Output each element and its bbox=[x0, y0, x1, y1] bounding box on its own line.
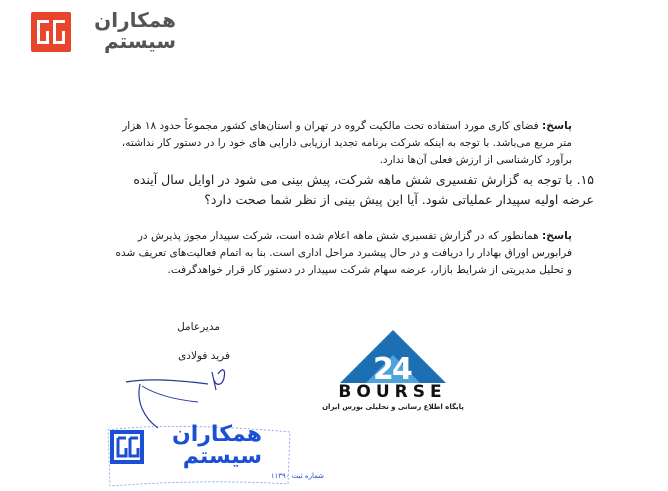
answer-1-text: فضای کاری مورد استفاده تحت مالکیت گروه در تهران و استان‌های کشور مجموعاً حدود ۱۸ هزار متر مربع می‌باشد. با توجه به اینکه شرکت برنامه تجدید ارزیابی دارایی های خود را در دستور کار نداشته، برآورد کارشناسی از ارزش فعلی آن‌ها ندارد. bbox=[121, 120, 572, 166]
question-15-text: با توجه به گزارش تفسیری شش ماهه شرکت، پیش بینی می شود در اوایل سال آینده عرضه اولیه سپیدار عملیاتی شود. آیا این پیش بینی از نظر شما صحت دارد؟ bbox=[133, 172, 594, 207]
company-logo-text bbox=[86, 10, 176, 52]
question-15 bbox=[112, 170, 594, 210]
answer-1 bbox=[112, 118, 572, 169]
signoff-name: فرید فولادی bbox=[178, 350, 230, 362]
company-name-line1: همکاران bbox=[94, 8, 176, 32]
answer-1-label: پاسخ: bbox=[542, 120, 572, 132]
company-name-line2: سیستم bbox=[103, 29, 176, 53]
answer-2-text: همانطور که در گزارش تفسیری شش ماهه اعلام شده است، شرکت سپیدار مجوز پذیرش در فرابورس اوراق بهادار را دریافت و در حال پیشبرد مراحل اداری است. بنا به اتمام فعالیت‌های تعریف شده و تحلیل مدیریتی از شرایط بازار، عرضه سهام شرکت سپیدار در دستور کار قرار خواهدگرفت. bbox=[115, 230, 572, 276]
svg-text:4: 4 bbox=[392, 352, 413, 387]
stamp-line1: همکاران bbox=[171, 422, 262, 447]
answer-2 bbox=[112, 228, 572, 279]
company-stamp bbox=[104, 420, 324, 490]
stamp-line2: سیستم bbox=[182, 444, 262, 469]
bourse-tagline: پایگاه اطلاع رسانی و تحلیلی بورس ایران bbox=[322, 403, 464, 411]
stamp-registration: شماره ثبت ۱۱۳۹۰ bbox=[270, 472, 324, 480]
answer-2-label: پاسخ: bbox=[542, 230, 572, 242]
bourse-wordmark: BOURSE bbox=[338, 382, 447, 402]
company-logo-mark bbox=[31, 12, 71, 52]
signoff-title: مدیرعامل bbox=[177, 321, 220, 333]
svg-text:2: 2 bbox=[373, 352, 394, 387]
question-15-number: ۱۵. bbox=[576, 172, 594, 187]
stamp-company-name bbox=[152, 424, 262, 468]
